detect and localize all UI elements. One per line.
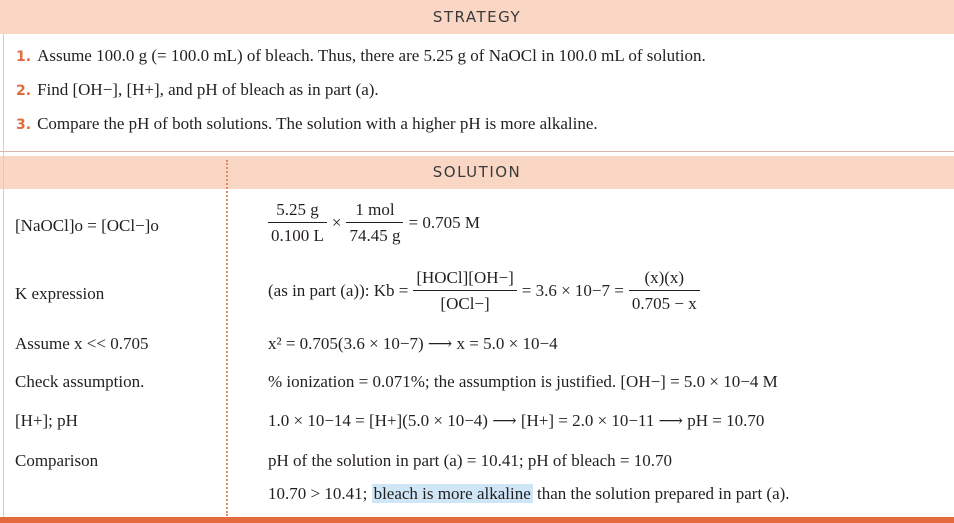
fraction-molar-mass xyxy=(346,200,403,246)
times-sign: × xyxy=(331,213,342,232)
fraction-numerator: 1 mol xyxy=(346,200,403,223)
step-text: Compare the pH of both solutions. The solution with a higher pH is more alkaline. xyxy=(37,114,598,133)
fraction-kb-x xyxy=(629,268,700,314)
step-text: Assume 100.0 g (= 100.0 mL) of bleach. Thus, there are 5.25 g of NaOCl in 100.0 mL of solution. xyxy=(37,46,706,65)
kb-lead-text: (as in part (a)): Kb = xyxy=(268,281,409,300)
label-comparison: Comparison xyxy=(15,451,99,470)
naocl-equation xyxy=(268,200,485,246)
comparison-post: than the solution prepared in part (a). xyxy=(537,484,790,503)
solution-header: SOLUTION xyxy=(0,156,954,189)
strategy-step-2 xyxy=(16,80,379,100)
strategy-step-3 xyxy=(16,114,598,134)
label-k-expression: K expression xyxy=(15,284,105,303)
fraction-mass-volume xyxy=(268,200,327,246)
comparison-line-1: pH of the solution in part (a) = 10.41; pH of bleach = 10.70 xyxy=(268,451,672,470)
fraction-denominator: 74.45 g xyxy=(349,226,401,245)
result-molarity: = 0.705 M xyxy=(408,213,480,232)
fraction-denominator: 0.705 − x xyxy=(631,294,697,313)
step-number: 3. xyxy=(16,117,32,133)
step-text: Find [OH−], [H+], and pH of bleach as in part (a). xyxy=(37,80,379,99)
left-border xyxy=(3,34,4,517)
fraction-numerator: 5.25 g xyxy=(268,200,327,223)
kb-value: = 3.6 × 10−7 = xyxy=(521,281,624,300)
fraction-denominator: [OCl−] xyxy=(440,294,490,313)
label-assume: Assume x << 0.705 xyxy=(15,334,149,353)
column-divider xyxy=(226,160,228,516)
step-number: 2. xyxy=(16,83,32,99)
comparison-pre: 10.70 > 10.41; xyxy=(268,484,368,503)
label-check-assumption: Check assumption. xyxy=(15,372,145,391)
label-h-ph: [H+]; pH xyxy=(15,411,78,430)
step-number: 1. xyxy=(16,49,32,65)
h-ph-equation: 1.0 × 10−14 = [H+](5.0 × 10−4) ⟶ [H+] = 2.0 × 10−11 ⟶ pH = 10.70 xyxy=(268,411,765,430)
comparison-line-2 xyxy=(268,484,790,504)
check-assumption-text: % ionization = 0.071%; the assumption is justified. [OH−] = 5.0 × 10−4 M xyxy=(268,372,778,391)
bottom-accent-bar xyxy=(0,517,954,523)
fraction-numerator: (x)(x) xyxy=(629,268,700,291)
k-expression-equation xyxy=(268,268,705,314)
fraction-denominator: 0.100 L xyxy=(271,226,324,245)
label-naocl: [NaOCl]o = [OCl−]o xyxy=(15,216,159,235)
fraction-numerator: [HOCl][OH−] xyxy=(413,268,516,291)
section-divider xyxy=(0,151,954,152)
conclusion-highlight: bleach is more alkaline xyxy=(373,484,531,503)
assume-equation: x² = 0.705(3.6 × 10−7) ⟶ x = 5.0 × 10−4 xyxy=(268,334,558,353)
strategy-header: STRATEGY xyxy=(0,0,954,34)
strategy-step-1 xyxy=(16,46,706,66)
fraction-kb-concentrations xyxy=(413,268,516,314)
